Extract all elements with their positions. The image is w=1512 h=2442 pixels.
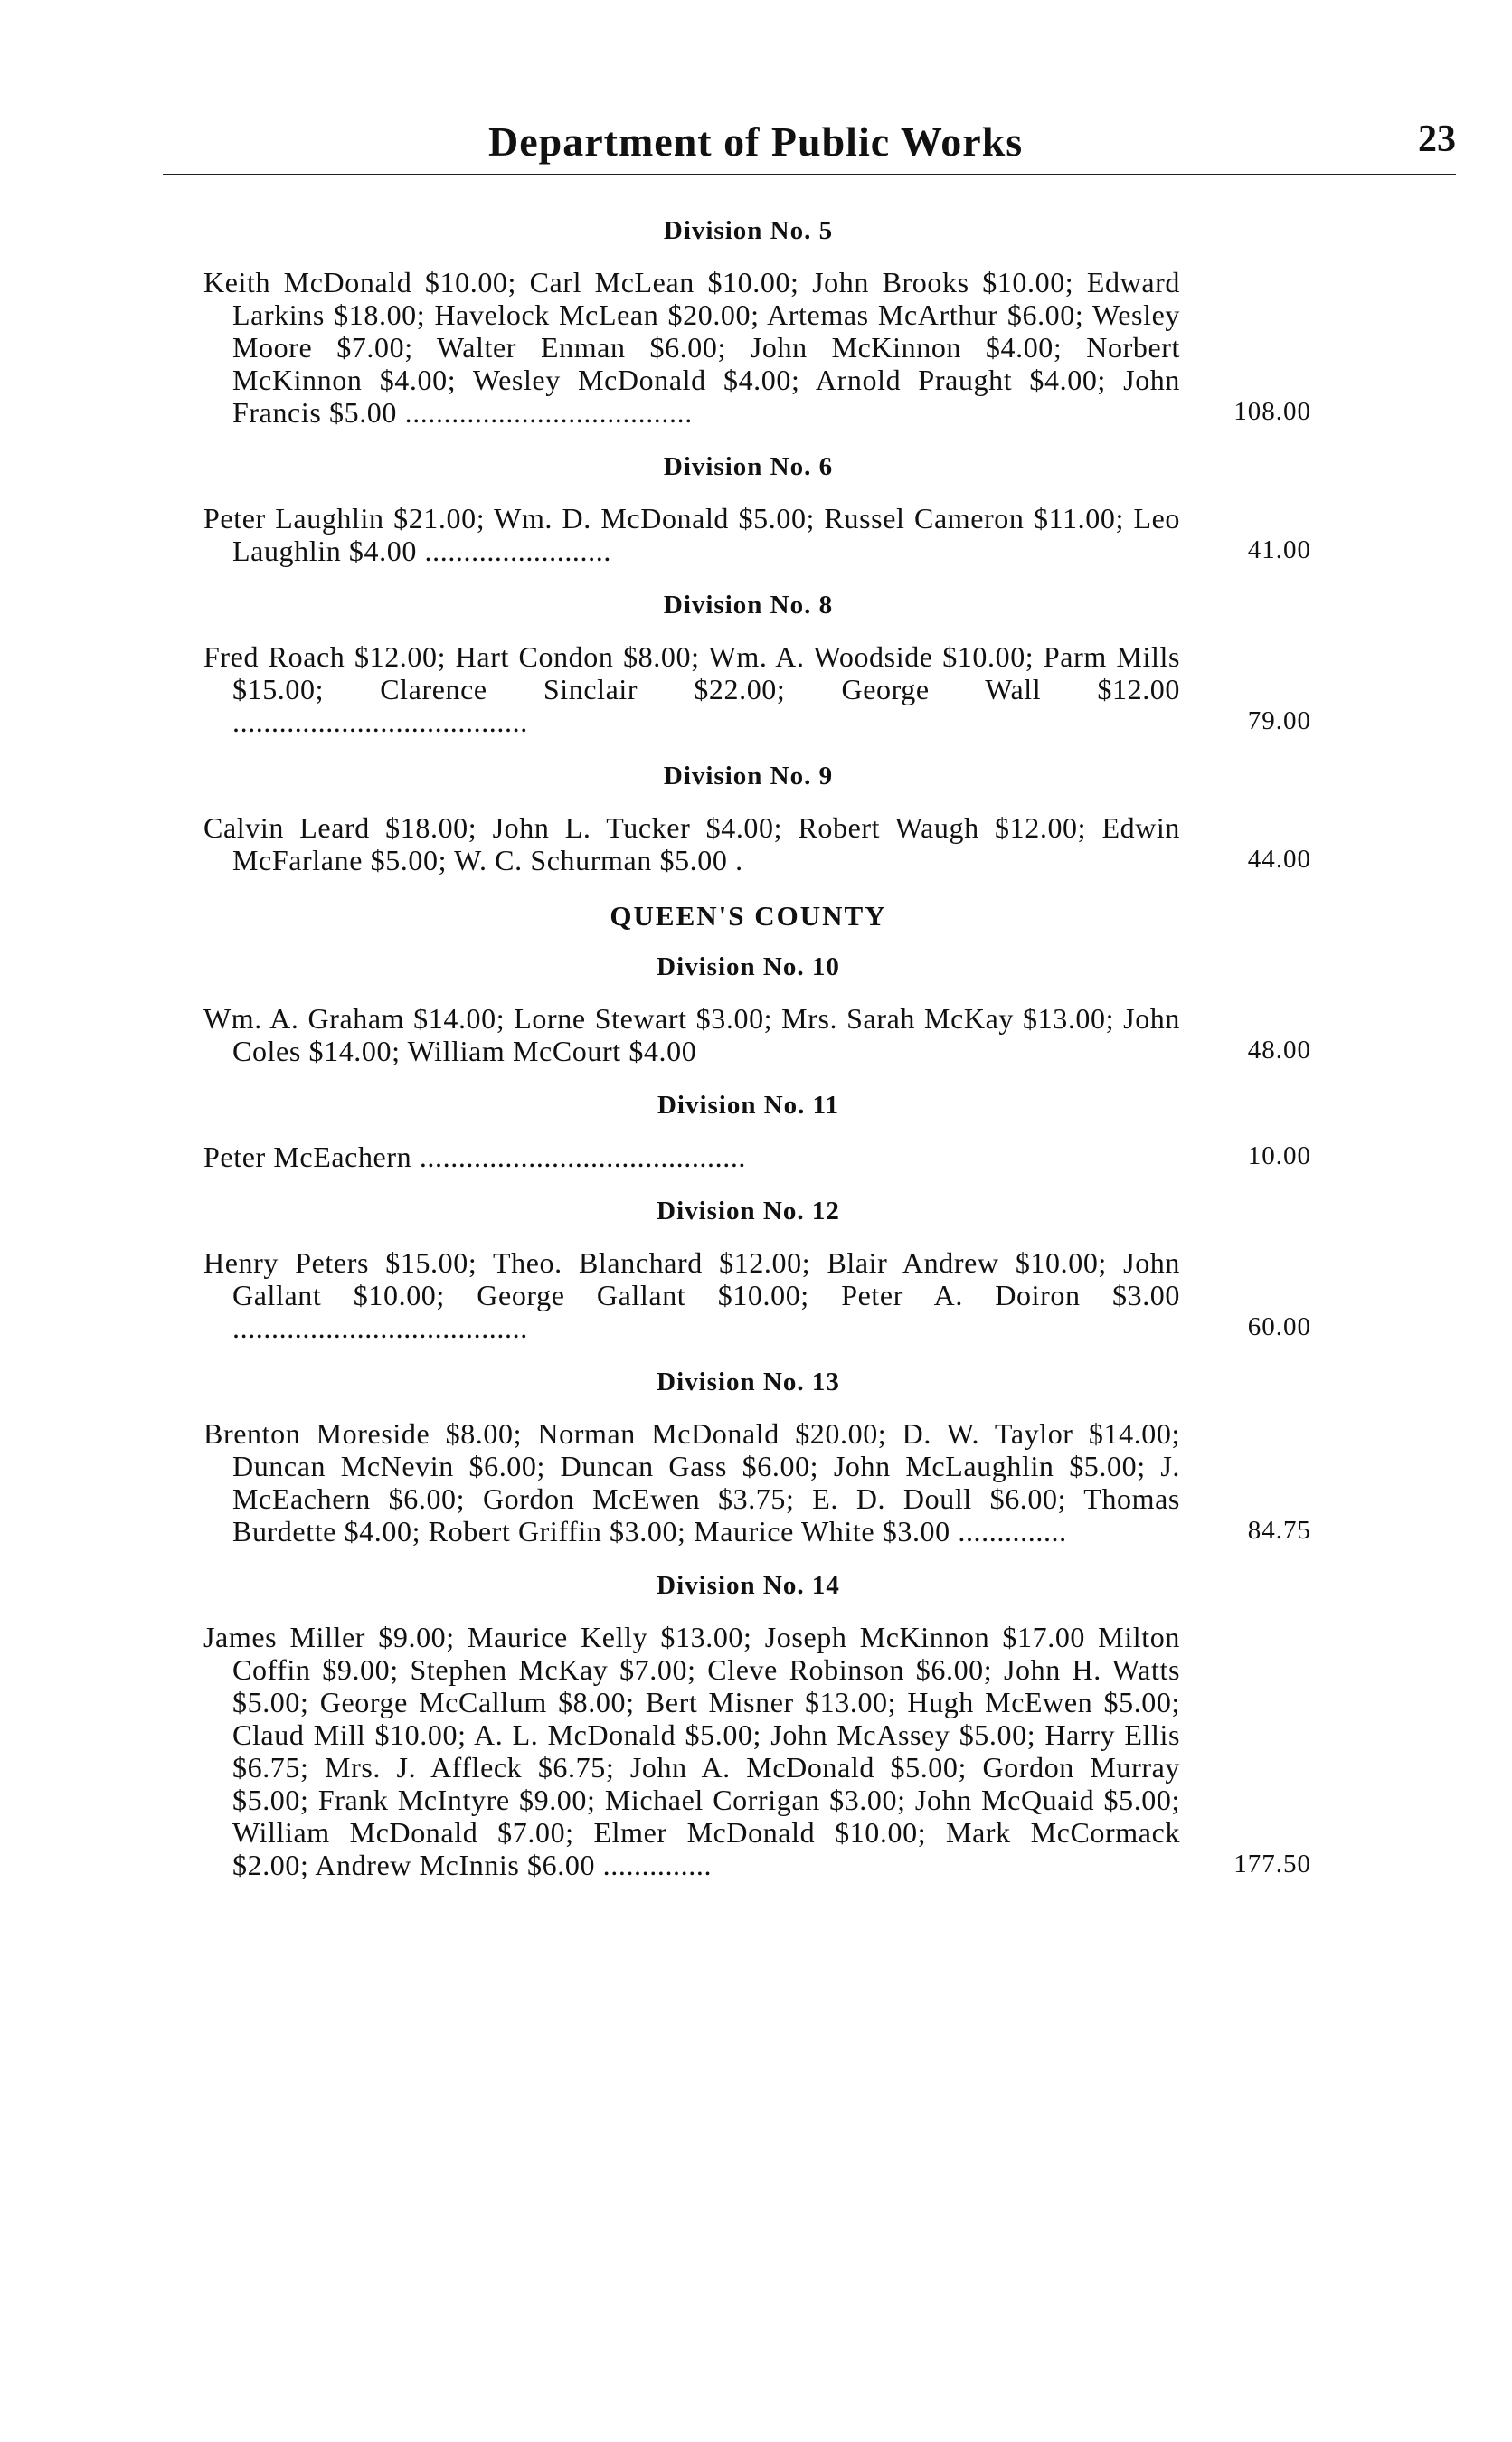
entry-text: Keith McDonald $10.00; Carl McLean $10.00; John Brooks $10.00; Edward Larkins $18.00; Havelock McLean $20.00; Artemas McArthur $6.00; Wesley Moore $7.00; Walter Enman $6.00; John McKinnon $4.00; Norbert McKinnon $4.00; Wesley McDonald $4.00; Arnold Praught $4.00; John Francis $5.00 .....................................	[203, 266, 1180, 429]
entry-amount: 177.50	[1233, 1850, 1311, 1879]
division-heading: Division No. 5	[663, 216, 834, 245]
entry-amount: 108.00	[1233, 397, 1311, 426]
division-entry	[203, 640, 1311, 738]
division-heading: Division No. 12	[657, 1197, 840, 1226]
division-entry	[203, 1002, 1311, 1067]
entry-amount: 44.00	[1247, 845, 1311, 874]
division-heading: Division No. 10	[657, 952, 840, 981]
division-entry	[203, 1141, 1311, 1173]
entry-text: James Miller $9.00; Maurice Kelly $13.00; Joseph McKinnon $17.00 Milton Coffin $9.00; Stephen McKay $7.00; Cleve Robinson $6.00; John H. Watts $5.00; George McCallum $8.00; Bert Misner $13.00; Hugh McEwen $5.00; Claud Mill $10.00; A. L. McDonald $5.00; John McAssey $5.00; Harry Ellis $6.75; Mrs. J. Affleck $6.75; John A. McDonald $5.00; Gordon Murray $5.00; Frank McIntyre $9.00; Michael Corrigan $3.00; John McQuaid $5.00; William McDonald $7.00; Elmer McDonald $10.00; Mark McCormack $2.00; Andrew McInnis $6.00 ..............	[203, 1621, 1180, 1881]
division-heading: Division No. 6	[663, 452, 834, 481]
division-entry	[203, 266, 1311, 429]
page-title: Department of Public Works	[488, 118, 1024, 165]
division-entry	[203, 1621, 1311, 1881]
entry-text: Calvin Leard $18.00; John L. Tucker $4.00; Robert Waugh $12.00; Edwin McFarlane $5.00; W. C. Schurman $5.00 .	[203, 811, 1180, 876]
entry-text: Wm. A. Graham $14.00; Lorne Stewart $3.00; Mrs. Sarah McKay $13.00; John Coles $14.00; William McCourt $4.00	[203, 1002, 1180, 1067]
entry-text: Peter McEachern ..........................................	[203, 1141, 747, 1173]
page-header	[163, 118, 1456, 175]
entry-text: Fred Roach $12.00; Hart Condon $8.00; Wm. A. Woodside $10.00; Parm Mills $15.00; Clarence Sinclair $22.00; George Wall $12.00 ......................................	[203, 640, 1180, 738]
entry-text: Peter Laughlin $21.00; Wm. D. McDonald $5.00; Russel Cameron $11.00; Leo Laughlin $4.00 ........................	[203, 502, 1180, 567]
page-body	[203, 204, 1311, 1905]
entry-amount: 41.00	[1247, 535, 1311, 564]
entry-amount: 60.00	[1247, 1312, 1311, 1341]
entry-amount: 10.00	[1247, 1141, 1311, 1170]
division-heading: Division No. 11	[657, 1091, 840, 1120]
division-heading: Division No. 13	[657, 1368, 840, 1396]
division-entry	[203, 811, 1311, 876]
division-entry	[203, 1417, 1311, 1548]
entry-amount: 48.00	[1247, 1036, 1311, 1065]
division-heading: Division No. 9	[663, 762, 834, 790]
division-entry	[203, 502, 1311, 567]
division-heading: Division No. 14	[657, 1571, 840, 1600]
header-rule	[163, 174, 1456, 175]
division-heading: Division No. 8	[663, 591, 834, 620]
entry-text: Brenton Moreside $8.00; Norman McDonald $20.00; D. W. Taylor $14.00; Duncan McNevin $6.00; Duncan Gass $6.00; John McLaughlin $5.00; J. McEachern $6.00; Gordon McEwen $3.75; E. D. Doull $6.00; Thomas Burdette $4.00; Robert Griffin $3.00; Maurice White $3.00 ..............	[203, 1417, 1180, 1548]
entry-amount: 79.00	[1247, 706, 1311, 735]
county-heading: QUEEN'S COUNTY	[610, 900, 887, 932]
entry-text: Henry Peters $15.00; Theo. Blanchard $12.00; Blair Andrew $10.00; John Gallant $10.00; George Gallant $10.00; Peter A. Doiron $3.00 ......................................	[203, 1246, 1180, 1344]
division-entry	[203, 1246, 1311, 1344]
entry-amount: 84.75	[1247, 1516, 1311, 1545]
page-number: 23	[1418, 118, 1456, 160]
